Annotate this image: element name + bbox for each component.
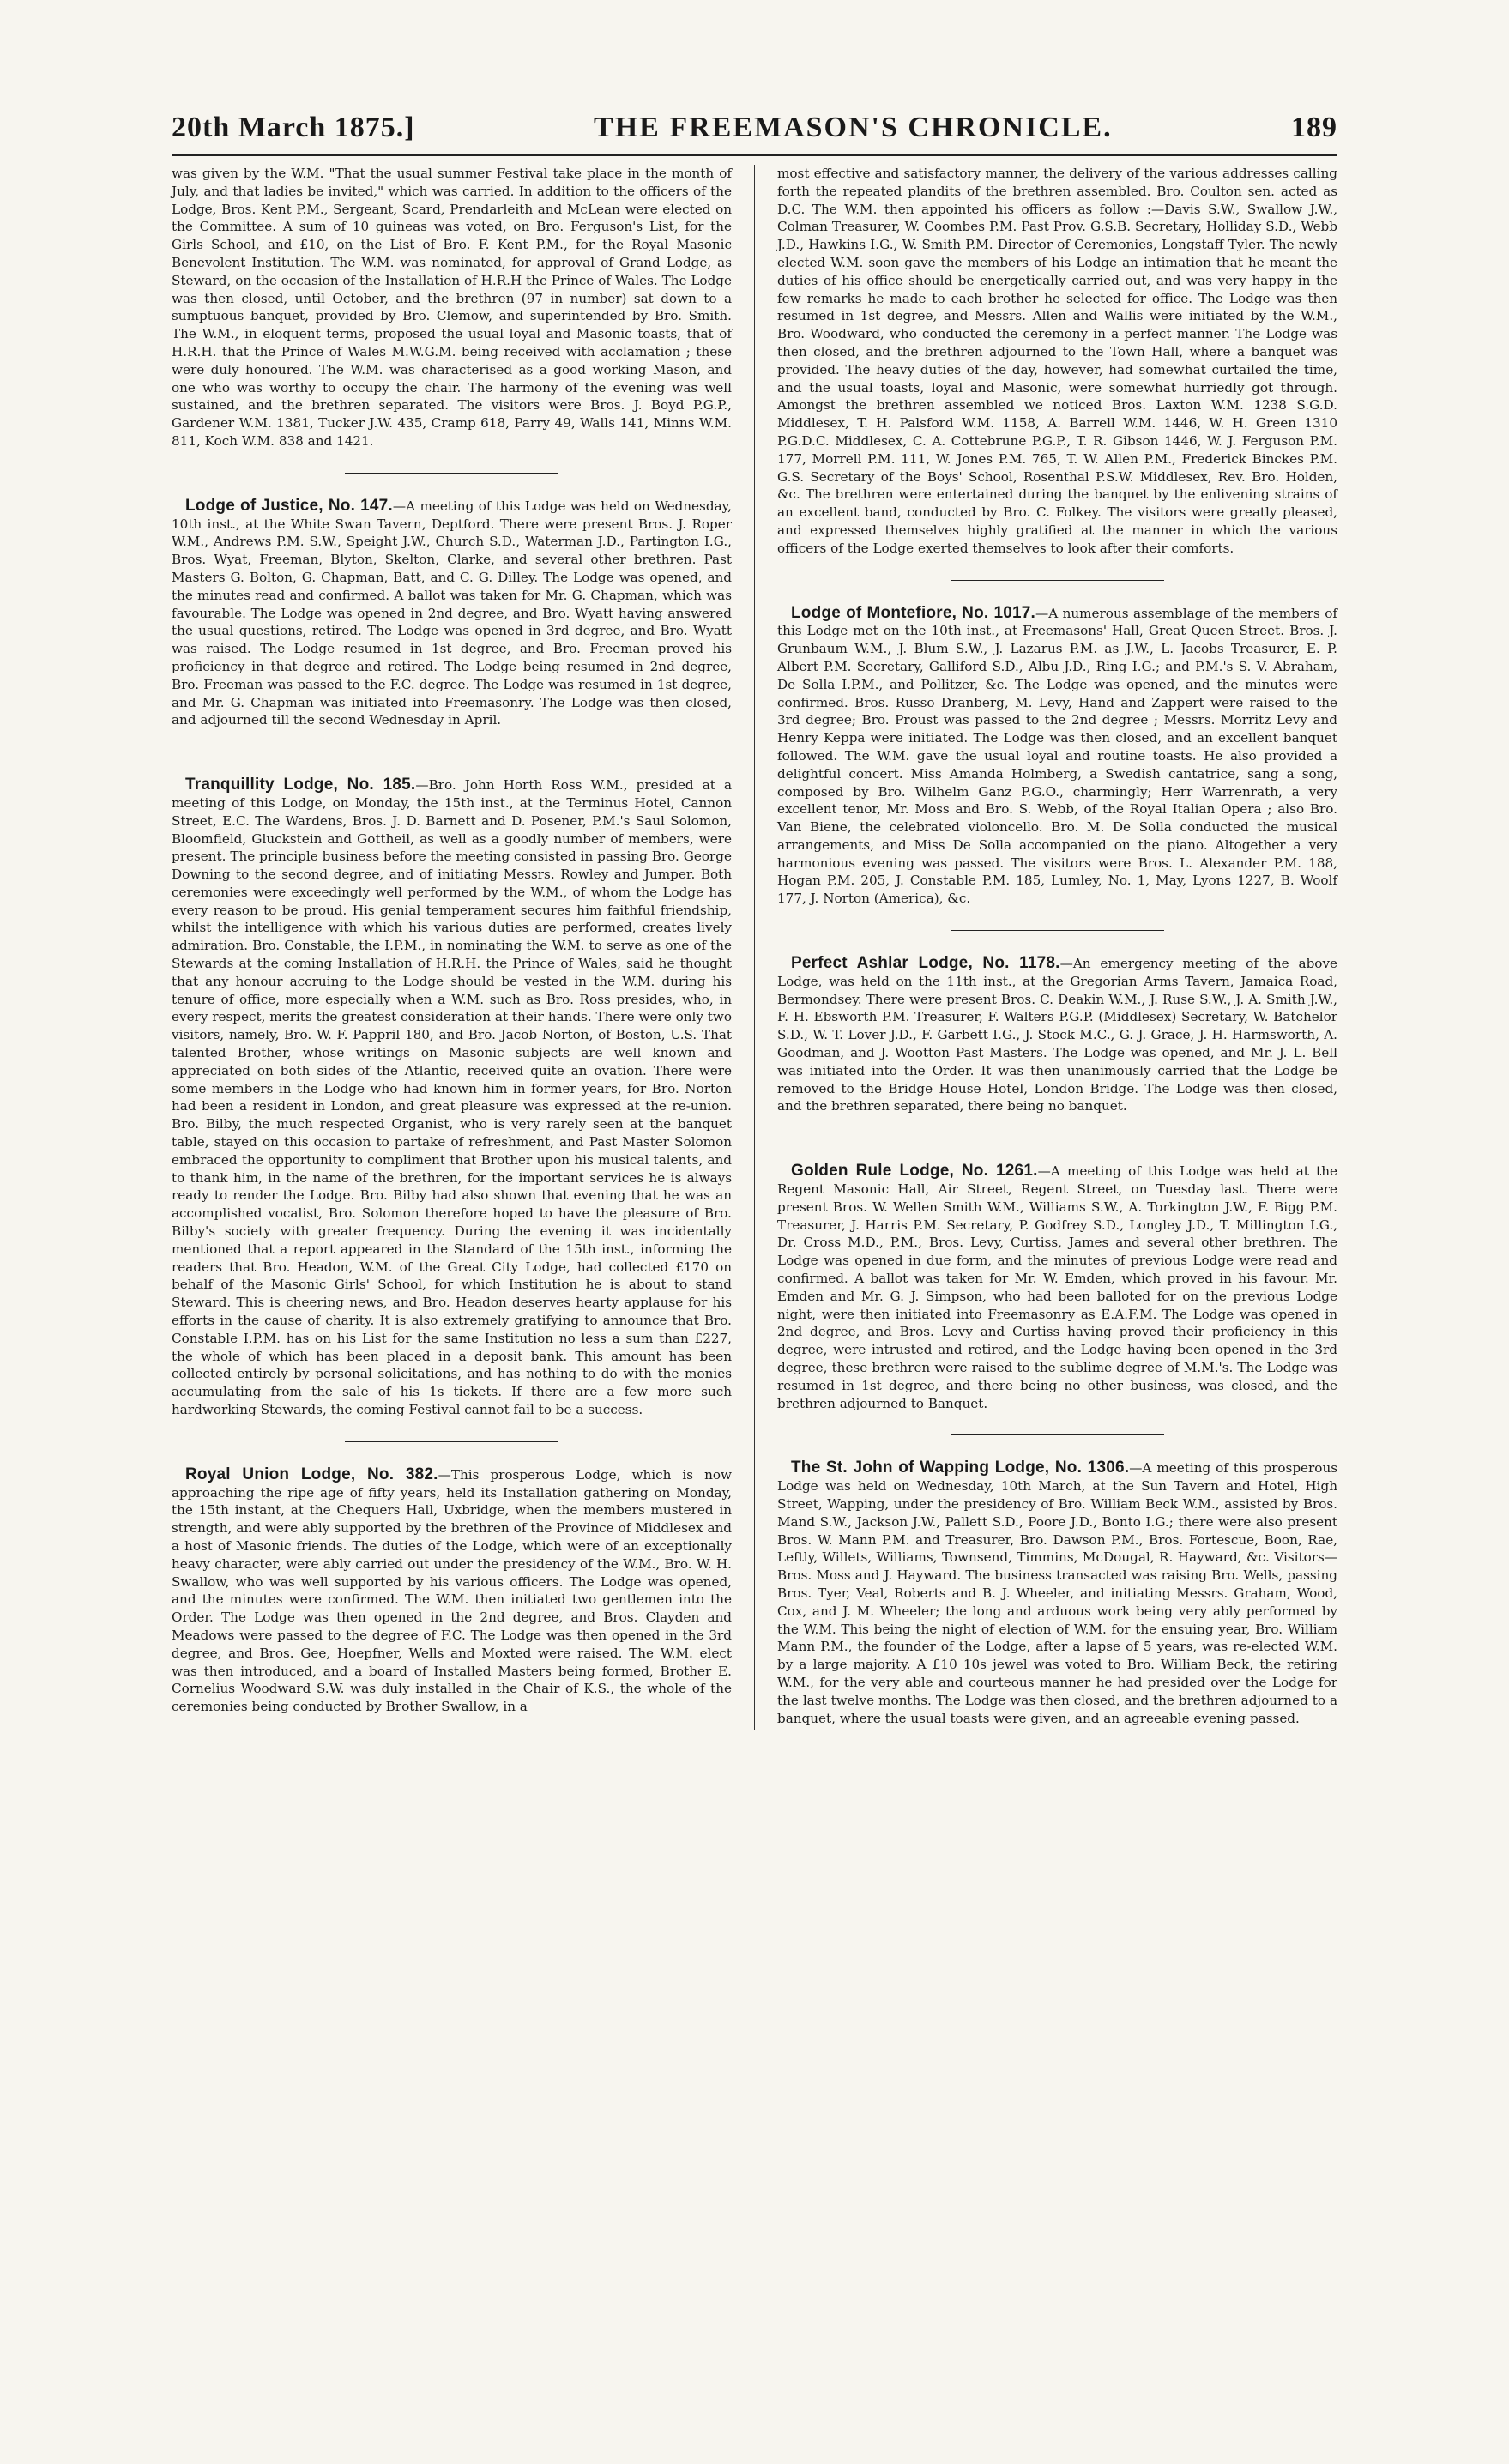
report-heading: Golden Rule Lodge, No. 1261. xyxy=(791,1162,1038,1181)
report-heading: Lodge of Justice, No. 147. xyxy=(185,496,393,515)
report-body: —A meeting of this prosperous Lodge was held on Wednesday, 10th March, at the Sun Tavern and Hotel, High Street, Wapping, under the presidency of Bro. William Beck W.M., assisted by Bros. Mand S.W., Jackson J.W., Pallett S.D., Poore J.D., Bonto I.G.; there were also present Bros. W. Mann P.M. and Treasurer, Bro. Dawson P.M., Bros. Fortescue, Boon, Rae, Leftly, Willets, Williams, Townsend, Timmins, McDougal, R. Hayward, &c. Visitors—Bros. Moss and J. Hayward. The business transacted was raising Bro. Wells, passing Bros. Tyer, Veal, Roberts and B. J. Wheeler, and initiating Messrs. Graham, Wood, Cox, and J. M. Wheeler; the long and arduous work being very ably performed by the W.M. This being the night of election of W.M. for the ensuing year, Bro. William Mann P.M., the founder of the Lodge, after a lapse of 5 years, was re-elected W.M. by a large majority. A £10 10s jewel was voted to Bro. William Beck, the retiring W.M., for the very able and courteous manner he had presided over the Lodge for the last twelve months. The Lodge was then closed, and the brethren adjourned to a banquet, where the usual toasts were given, and an agreeable evening passed. xyxy=(777,1460,1338,1726)
report-body: —Bro. John Horth Ross W.M., presided at a meeting of this Lodge, on Monday, the 15th inst., at the Terminus Hotel, Cannon Street, E.C. The Wardens, Bros. J. D. Barnett and D. Posener, P.M.'s Saul Solomon, Bloomfield, Gluckstein and Gottheil, as well as a goodly number of members, were present. The principle business before the meeting consisted in passing Bro. George Downing to the second degree, and of initiating Messrs. Rowley and Jumper. Both ceremonies were exceedingly well performed by the W.M., of whom the Lodge has every reason to be proud. His genial temperament secures him faithful friendship, whilst the intelligence with which his various duties are performed, creates lively admiration. Bro. Constable, the I.P.M., in nominating the W.M. to serve as one of the Stewards at the coming Installation of H.R.H. the Prince of Wales, said he thought that any honour accruing to the Lodge should be vested in the W.M. during his tenure of office, more especially when a W.M. such as Bro. Ross presides, who, in every respect, merits the greatest consideration at their hands. There were only two visitors, namely, Bro. W. F. Pappril 180, and Bro. Jacob Norton, of Boston, U.S. That talented Brother, whose writings on Masonic subjects are well known and appreciated on both sides of the Atlantic, received quite an ovation. There were some members in the Lodge who had known him in former years, for Bro. Norton had been a resident in London, and great pleasure was expressed at the re-union. Bro. Bilby, the much respected Organist, who is very rarely seen at the banquet table, stayed on this occasion to partake of refreshment, and Past Master Solomon embraced the opportunity to compliment that Brother upon his musical talents, and to thank him, in the name of the brethren, for the important services he is always ready to render the Lodge. Bro. Bilby had also shown that evening that he was an accomplished vocalist, Bro. Solomon therefore hoped to have the pleasure of Bro. Bilby's society with greater frequency. During the evening it was incidentally mentioned that a report appeared in the Standard of the 15th inst., informing the readers that Bro. Headon, W.M. of the Great City Lodge, had collected £170 on behalf of the Masonic Girls' School, for which Institution he is about to stand Steward. This is cheering news, and Bro. Headon deserves hearty applause for his efforts in the cause of charity. It is also extremely gratifying to announce that Bro. Constable I.P.M. has on his List for the same Institution no less a sum than £227, the whole of which has been placed in a deposit bank. This amount has been collected entirely by personal solicitations, and has nothing to do with the monies accumulating from the sale of his 1s tickets. If there are a few more such hardworking Stewards, the coming Festival cannot fail to be a success. xyxy=(172,777,733,1417)
masthead xyxy=(172,112,1337,144)
column-rule xyxy=(754,165,755,1730)
section-divider xyxy=(345,1441,558,1442)
lodge-report-golden-rule xyxy=(777,1163,1337,1412)
lodge-report-perfect-ashlar xyxy=(777,955,1337,1115)
report-heading: Tranquillity Lodge, No. 185. xyxy=(185,776,416,794)
masthead-rule xyxy=(172,154,1337,156)
report-heading: Lodge of Montefiore, No. 1017. xyxy=(791,603,1035,622)
lodge-report-royal-union xyxy=(172,1466,732,1716)
lodge-report-montefiore xyxy=(777,605,1337,909)
continued-report: most effective and satisfactory manner, the delivery of the various addresses calling forth the repeated plandits of the brethren assembled. Bro. Coulton sen. acted as D.C. The W.M. then appointed his officers as follow :—Davis S.W., Swallow J.W., Colman Treasurer, W. Coombes P.M. Past Prov. G.S.B. Secretary, Holliday S.D., Webb J.D., Hawkins I.G., W. Smith P.M. Director of Ceremonies, Longstaff Tyler. The newly elected W.M. soon gave the members of his Lodge an intimation that he meant the duties of his office should be energetically carried out, and was very happy in the few remarks he made to each brother he selected for office. The Lodge was then resumed in 1st degree, and Messrs. Allen and Wallis were initiated by the W.M., Bro. Woodward, who conducted the ceremony in a perfect manner. The Lodge was then closed, and the brethren adjourned to the Town Hall, where a banquet was provided. The heavy duties of the day, however, had somewhat curtailed the time, and the usual toasts, loyal and Masonic, were somewhat hurriedly got through. Amongst the brethren assembled we noticed Bros. Laxton W.M. 1238 S.G.D. Middlesex, T. H. Palsford W.M. 1158, A. Barrell W.M. 1446, W. H. Green 1310 P.G.D.C. Middlesex, C. A. Cottebrune P.G.P., T. R. Gibson 1446, W. J. Ferguson P.M. 177, Morrell P.M. 111, W. Jones P.M. 765, T. W. Allen P.M., Frederick Binckes P.M. G.S. Secretary of the Boys' School, Rosenthal P.S.W. Middlesex, Rev. Bro. Holden, &c. The brethren were entertained during the banquet by the enlivening strains of an excellent band, conducted by Bro. C. Folkey. The visitors were greatly pleased, and expressed themselves highly gratified at the manner in which the various officers of the Lodge exerted themselves to look after their comforts. xyxy=(777,166,1338,556)
page-number: 189 xyxy=(1291,112,1337,143)
issue-date: 20th March 1875.] xyxy=(172,112,415,143)
lodge-report-wapping xyxy=(777,1459,1337,1727)
report-body: —A meeting of this Lodge was held on Wednesday, 10th inst., at the White Swan Tavern, Deptford. There were present Bros. J. Roper W.M., Andrews P.M. S.W., Speight J.W., Church S.D., Waterman J.D., Partington I.G., Bros. Wyat, Freeman, Blyton, Skelton, Clarke, and several other brethren. Past Masters G. Bolton, G. Chapman, Batt, and C. G. Dilley. The Lodge was opened, and the minutes read and confirmed. A ballot was taken for Mr. G. Chapman, which was favourable. The Lodge was opened in 2nd degree, and Bro. Wyatt having answered the usual questions, retired. The Lodge was opened in 3rd degree, and Bro. Wyatt was raised. The Lodge resumed in 1st degree, and Bro. Freeman proved his proficiency in that degree and retired. The Lodge being resumed in 2nd degree, Bro. Freeman was passed to the F.C. degree. The Lodge was resumed in 1st degree, and Mr. G. Chapman was initiated into Freemasonry. The Lodge was then closed, and adjourned till the second Wednesday in April. xyxy=(172,498,733,728)
left-column xyxy=(172,165,732,1730)
section-divider xyxy=(345,473,558,474)
section-divider xyxy=(951,580,1163,581)
article-columns xyxy=(172,165,1337,1730)
section-divider xyxy=(951,1434,1163,1435)
report-heading: Perfect Ashlar Lodge, No. 1178. xyxy=(791,954,1060,973)
report-body: —A numerous assemblage of the members of this Lodge met on the 10th inst., at Freemasons' Hall, Great Queen Street. Bros. J. Grunbaum W.M., J. Blum S.W., J. Lazarus P.M. as J.W., L. Jacobs Treasurer, E. P. Albert P.M. Secretary, Galliford S.D., Albu J.D., Ring I.G.; and P.M.'s S. V. Abraham, De Solla I.P.M., and Pollitzer, &c. The Lodge was opened, and the minutes were confirmed. Bros. Russo Dranberg, M. Levy, Hand and Zappert were raised to the 3rd degree; Bro. Proust was passed to the 2nd degree ; Messrs. Morritz Levy and Henry Keppa were initiated. The Lodge was then closed, and an excellent banquet followed. The W.M. gave the usual loyal and routine toasts. He also provided a delightful concert. Miss Amanda Holmberg, a Swedish cantatrice, sang a song, composed by Bro. Wilhelm Ganz P.G.O., charmingly; Herr Warrenrath, a very excellent tenor, Mr. Moss and Bro. S. Webb, of the Royal Italian Opera ; also Bro. Van Biene, the celebrated violoncello. Bro. M. De Solla conducted the musical arrangements, and Miss De Solla accompanied on the piano. Altogether a very harmonious evening was passed. The visitors were Bros. L. Alexander P.M. 188, Hogan P.M. 205, J. Constable P.M. 185, Lumley, No. 1, May, Lyons 1227, B. Woolf 177, J. Norton (America), &c. xyxy=(777,605,1338,907)
report-heading: The St. John of Wapping Lodge, No. 1306. xyxy=(791,1458,1130,1477)
section-divider xyxy=(951,930,1163,931)
report-body: —A meeting of this Lodge was held at the Regent Masonic Hall, Air Street, Regent Street, on Tuesday last. There were present Bros. W. Wellen Smith W.M., Williams S.W., A. Torkington J.W., F. Bigg P.M. Treasurer, J. Harris P.M. Secretary, P. Godfrey S.D., Longley J.D., T. Millington I.G., Dr. Cross M.D., P.M., Bros. Levy, Curtiss, James and several other brethren. The Lodge was opened in due form, and the minutes of previous Lodge were read and confirmed. A ballot was taken for Mr. W. Emden, which proved in his favour. Mr. Emden and Mr. G. J. Simpson, who had been balloted for on the previous Lodge night, were then initiated into Freemasonry as E.A.F.M. The Lodge was opened in 2nd degree, and Bros. Levy and Curtiss having proved their proficiency in this degree, were intrusted and retired, and the Lodge having been opened in the 3rd degree, these brethren were raised to the sublime degree of M.M.'s. The Lodge was resumed in 1st degree, and there being no other business, was closed, and the brethren adjourned to Banquet. xyxy=(777,1163,1338,1411)
report-heading: Royal Union Lodge, No. 382. xyxy=(185,1465,438,1483)
newspaper-title: THE FREEMASON'S CHRONICLE. xyxy=(594,112,1113,143)
lodge-report-justice xyxy=(172,498,732,729)
report-body: —An emergency meeting of the above Lodge, was held on the 11th inst., at the Gregorian Arms Tavern, Jamaica Road, Bermondsey. There were present Bros. C. Deakin W.M., J. Ruse S.W., J. A. Smith J.W., F. H. Ebsworth P.M. Treasurer, F. Walters P.G.P. (Middlesex) Secretary, W. Batchelor S.D., W. T. Lover J.D., F. Garbett I.G., J. Stock M.C., G. J. Grace, J. H. Harmsworth, A. Goodman, and J. Wootton Past Masters. The Lodge was opened, and Mr. J. L. Bell was initiated into the Order. It was then unanimously carried that the Lodge be removed to the Bridge House Hotel, London Bridge. The Lodge was then closed, and the brethren separated, there being no banquet. xyxy=(777,956,1338,1114)
continued-report: was given by the W.M. "That the usual summer Festival take place in the month of July, and that ladies be invited," which was carried. In addition to the officers of the Lodge, Bros. Kent P.M., Sergeant, Scard, Prendarleith and McLean were elected on the Committee. A sum of 10 guineas was voted, on Bro. Ferguson's List, for the Girls School, and £10, on the List of Bro. F. Kent P.M., for the Royal Masonic Benevolent Institution. The W.M. was nominated, for approval of Grand Lodge, as Steward, on the occasion of the Installation of H.R.H the Prince of Wales. The Lodge was then closed, until October, and the brethren (97 in number) sat down to a sumptuous banquet, provided by Bro. Clemow, and superintended by Bro. Smith. The W.M., in eloquent terms, proposed the usual loyal and Masonic toasts, that of H.R.H. that the Prince of Wales M.W.G.M. being received with acclamation ; these were duly honoured. The W.M. was characterised as a good working Mason, and one who was worthy to occupy the chair. The harmony of the evening was well sustained, and the brethren separated. The visitors were Bros. J. Boyd P.G.P., Gardener W.M. 1381, Tucker J.W. 435, Cramp 618, Parry 49, Walls 141, Minns W.M. 811, Koch W.M. 838 and 1421. xyxy=(172,166,733,449)
report-body: —This prosperous Lodge, which is now approaching the ripe age of fifty years, held its Installation gathering on Monday, the 15th instant, at the Chequers Hall, Uxbridge, when the members mustered in strength, and were ably supported by the brethren of the Province of Middlesex and a host of Masonic friends. The duties of the Lodge, which were of an exceptionally heavy character, were ably carried out under the presidency of the W.M., Bro. W. H. Swallow, who was well supported by his various officers. The Lodge was opened, and the minutes were confirmed. The W.M. then initiated two gentlemen into the Order. The Lodge was then opened in the 2nd degree, and Bros. Clayden and Meadows were passed to the degree of F.C. The Lodge was then opened in the 3rd degree, and Bros. Gee, Hoepfner, Wells and Moxted were raised. The W.M. elect was then introduced, and a board of Installed Masters being formed, Brother E. Cornelius Woodward S.W. was duly installed in the Chair of K.S., the whole of the ceremonies being conducted by Brother Swallow, in a xyxy=(172,1466,733,1715)
lodge-report-tranquillity xyxy=(172,776,732,1419)
right-column xyxy=(777,165,1337,1730)
